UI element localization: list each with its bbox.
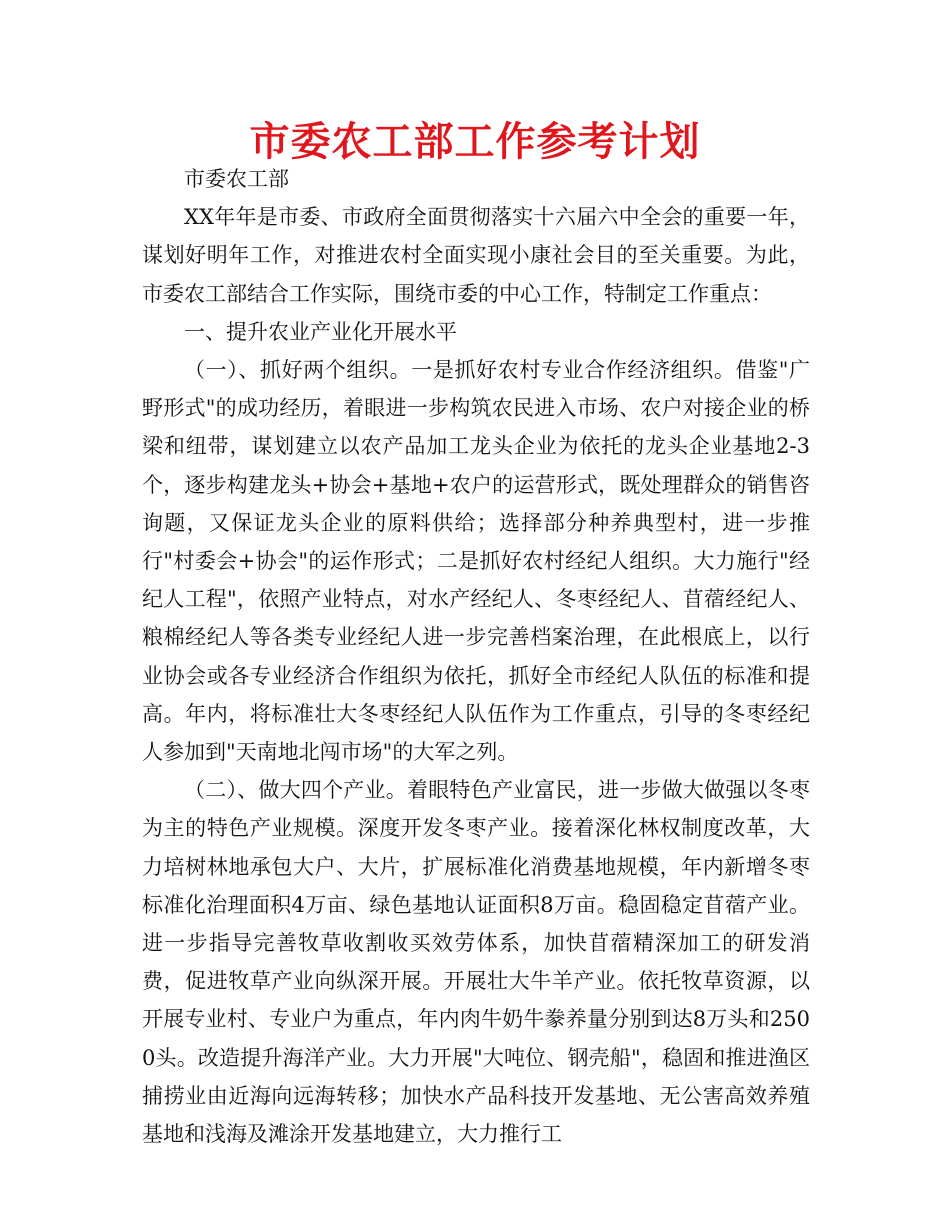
intro-paragraph: XX年年是市委、市政府全面贯彻落实十六届六中全会的重要一年，谋划好明年工作，对推进农村全面实现小康社会目的至关重要。为此，市委农工部结合工作实际，围绕市委的中心工作，特制定工作重点： xyxy=(142,205,810,306)
section-heading: 一、提升农业产业化开展水平 xyxy=(184,319,457,344)
author-line: 市委农工部 xyxy=(184,167,289,191)
document-title: 市委农工部工作参考计划 xyxy=(249,119,701,165)
body-paragraph: （二）、做大四个产业。着眼特色产业富民，进一步做大做强以冬枣为主的特色产业规模。深度开发冬枣产业。接着深化林权制度改革，大力培树林地承包大户、大片，扩展标准化消费基地规模，年内新增冬枣标准化治理面积4万亩、绿色基地认证面积8万亩。稳固稳定苜蓿产业。进一步指导完善牧草收割收买效劳体系，加快苜蓿精深加工的研发消费，促进牧草产业向纵深开展。开展壮大牛羊产业。依托牧草资源，以开展专业村、专业户为重点，年内肉牛奶牛豢养量分别到达8万头和2500头。改造提升海洋产业。大力开展"大吨位、钢壳船"，稳固和推进渔区捕捞业由近海向远海转移；加快水产品科技开发基地、无公害高效养殖基地和浅海及滩涂开发基地建立，大力推行工 xyxy=(142,778,810,1147)
body-paragraph: （一）、抓好两个组织。一是抓好农村专业合作经济组织。借鉴"广野形式"的成功经历，着眼进一步构筑农民进入市场、农户对接企业的桥梁和纽带，谋划建立以农产品加工龙头企业为依托的龙头企业基地2-3个，逐步构建龙头+协会+基地+农户的运营形式，既处理群众的销售咨询题，又保证龙头企业的原料供给；选择部分种养典型村，进一步推行"村委会+协会"的运作形式；二是抓好农村经纪人组织。大力施行"经纪人工程"，依照产业特点，对水产经纪人、冬枣经纪人、苜蓿经纪人、粮棉经纪人等各类专业经纪人进一步完善档案治理，在此根底上，以行业协会或各专业经济合作组织为依托，抓好全市经纪人队伍的标准和提高。年内，将标准壮大冬枣经纪人队伍作为工作重点，引导的冬枣经纪人参加到"天南地北闯市场"的大军之列。 xyxy=(142,358,810,765)
document-body xyxy=(142,160,810,1153)
